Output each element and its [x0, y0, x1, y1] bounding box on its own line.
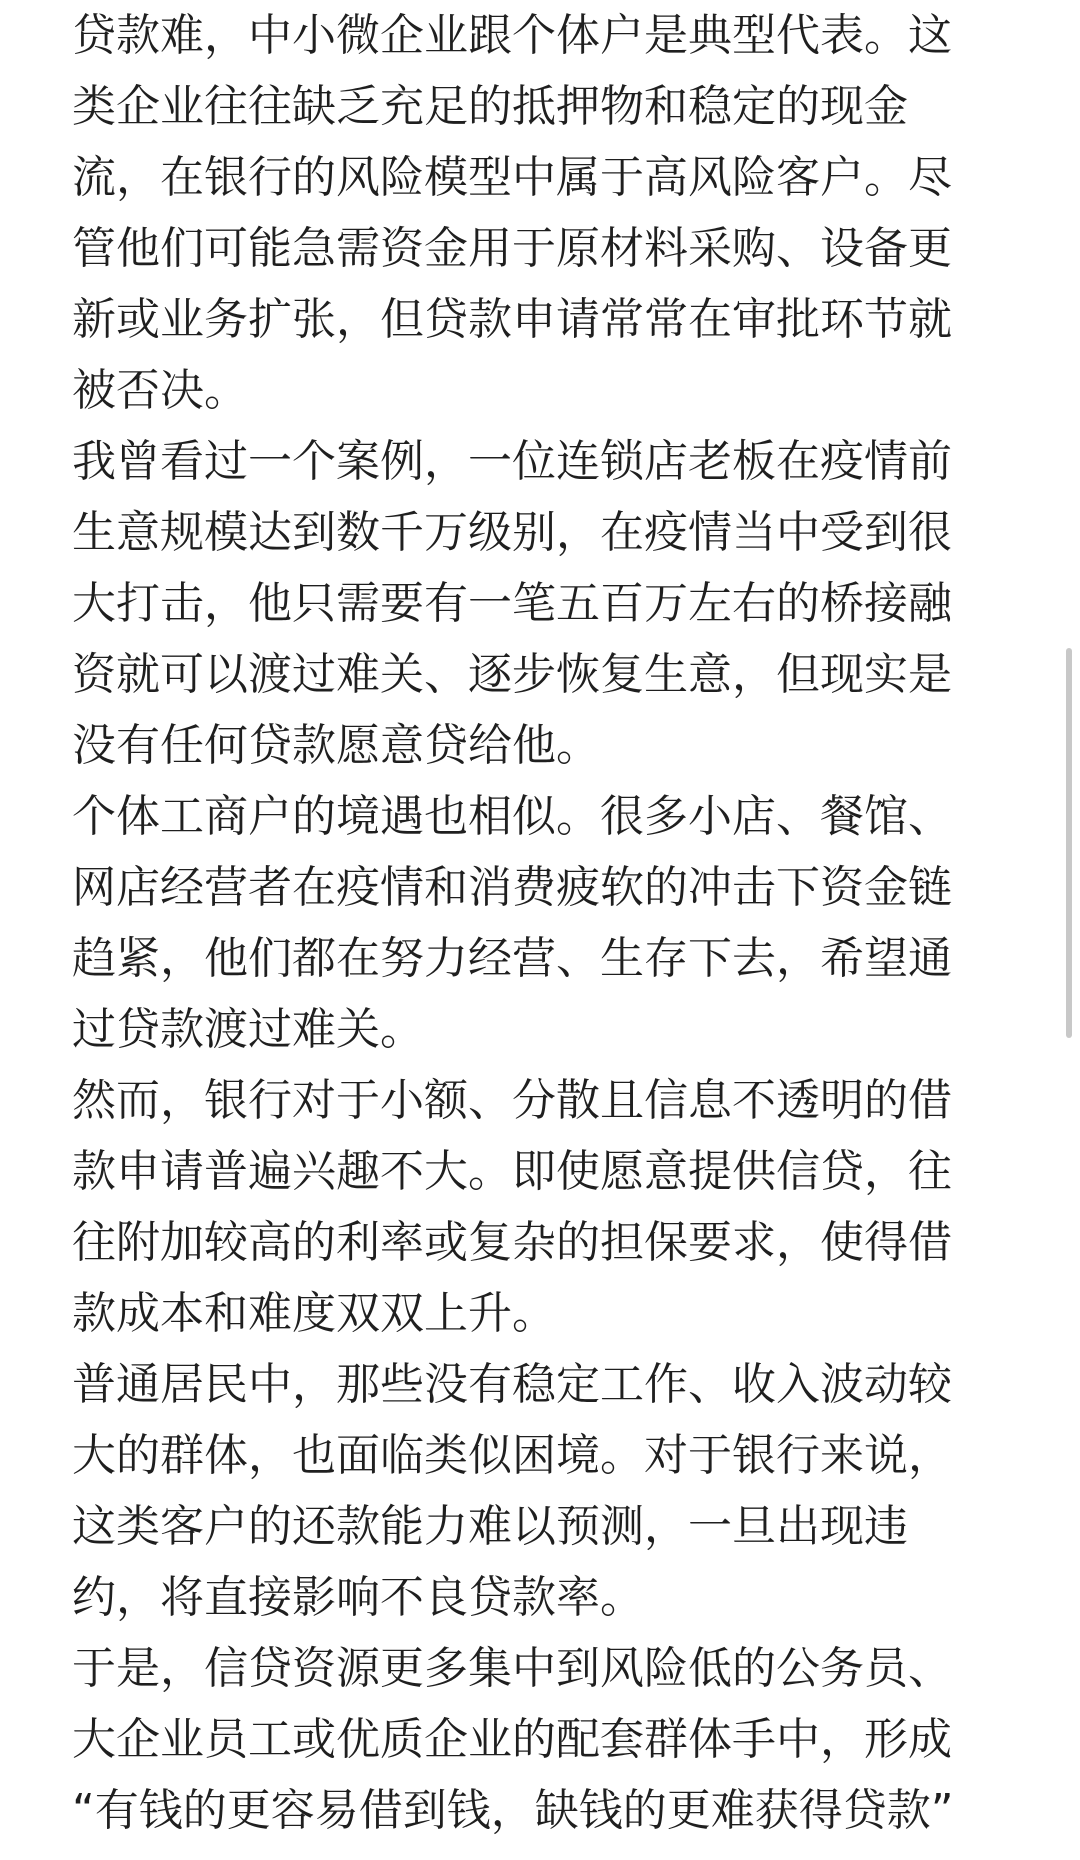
text-line: 普通居民中，那些没有稳定工作、收入波动较	[72, 1359, 952, 1410]
text-line: 款成本和难度双双上升。	[72, 1288, 556, 1339]
article-body	[72, 0, 1012, 1846]
text-line: 没有任何贷款愿意贷给他。	[72, 720, 600, 771]
text-line: 过贷款渡过难关。	[72, 1004, 424, 1055]
text-line: 这类客户的还款能力难以预测，一旦出现违	[72, 1501, 908, 1552]
text-line: 款申请普遍兴趣不大。即使愿意提供信贷，往	[72, 1146, 952, 1197]
text-line: 大企业员工或优质企业的配套群体手中，形成	[72, 1714, 952, 1765]
text-line: 生意规模达到数千万级别，在疫情当中受到很	[72, 507, 952, 558]
text-line: 往附加较高的利率或复杂的担保要求，使得借	[72, 1217, 952, 1268]
text-line: 我曾看过一个案例，一位连锁店老板在疫情前	[72, 436, 952, 487]
text-line: 大的群体，也面临类似困境。对于银行来说，	[72, 1430, 952, 1481]
text-line: 资就可以渡过难关、逐步恢复生意，但现实是	[72, 649, 952, 700]
text-line: 流，在银行的风险模型中属于高风险客户。尽	[72, 152, 952, 203]
text-line: “有钱的更容易借到钱，缺钱的更难获得贷款”	[72, 1785, 954, 1836]
vertical-scrollbar[interactable]	[1066, 648, 1072, 1038]
text-line: 于是，信贷资源更多集中到风险低的公务员、	[72, 1643, 952, 1694]
text-line: 约，将直接影响不良贷款率。	[72, 1572, 644, 1623]
text-line: 然而，银行对于小额、分散且信息不透明的借	[72, 1075, 952, 1126]
text-line: 网店经营者在疫情和消费疲软的冲击下资金链	[72, 862, 952, 913]
text-line: 趋紧，他们都在努力经营、生存下去，希望通	[72, 933, 952, 984]
text-line: 新或业务扩张，但贷款申请常常在审批环节就	[72, 294, 952, 345]
text-line: 管他们可能急需资金用于原材料采购、设备更	[72, 223, 952, 274]
text-line: 个体工商户的境遇也相似。很多小店、餐馆、	[72, 791, 952, 842]
text-line: 被否决。	[72, 365, 248, 416]
text-line: 类企业往往缺乏充足的抵押物和稳定的现金	[72, 81, 908, 132]
text-line: 贷款难，中小微企业跟个体户是典型代表。这	[72, 10, 952, 61]
text-line: 大打击，他只需要有一笔五百万左右的桥接融	[72, 578, 952, 629]
